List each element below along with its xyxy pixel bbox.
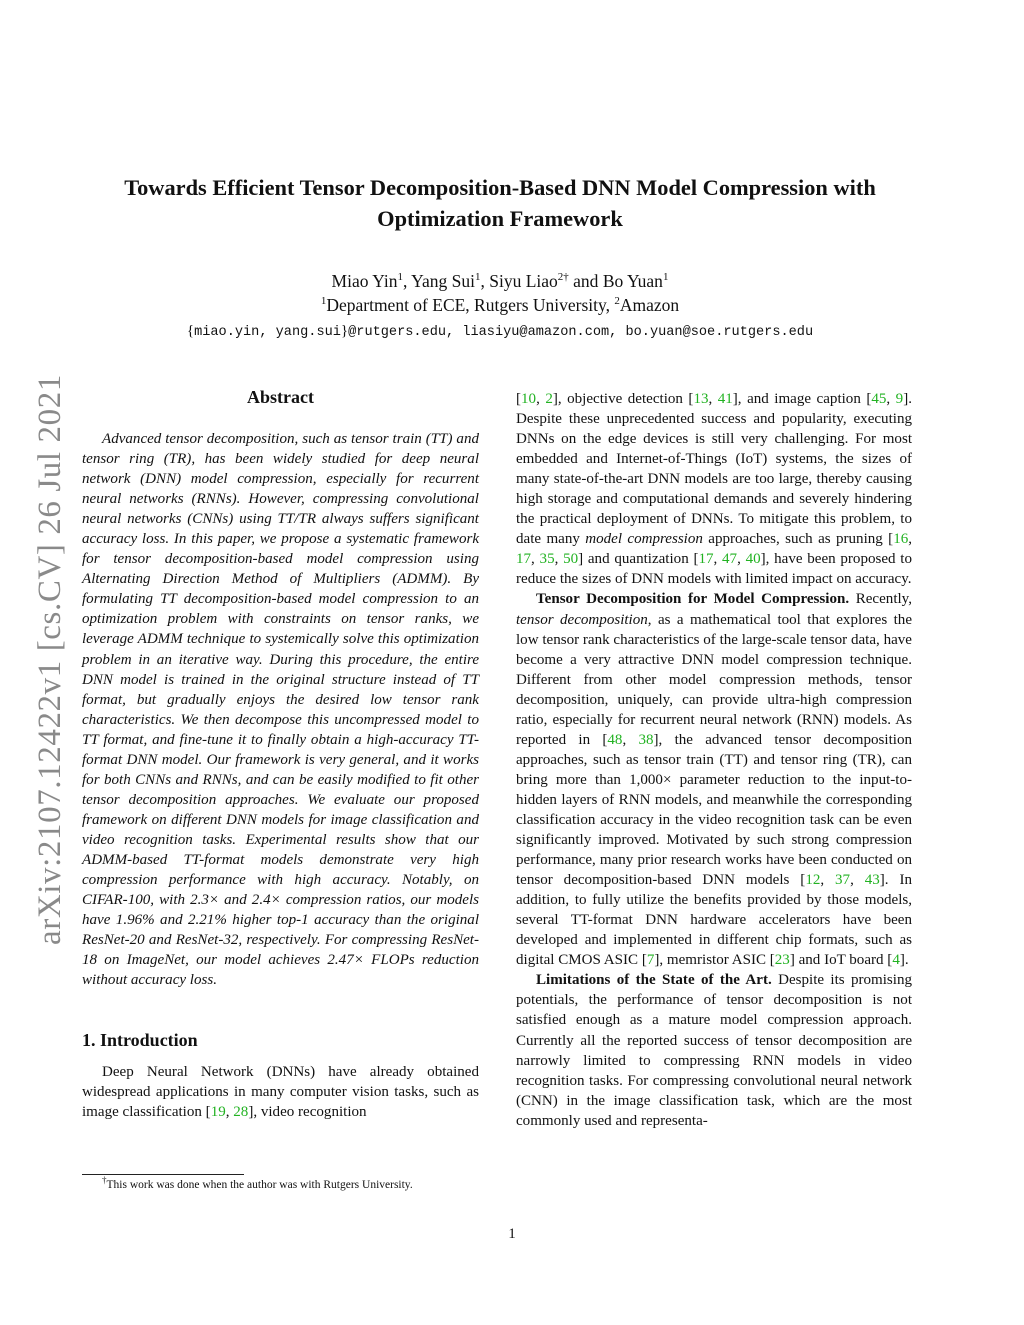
text-run: ], objective detection [	[552, 391, 694, 407]
emphasis-text: model compression	[585, 531, 703, 548]
citation-link[interactable]: 48	[607, 731, 623, 748]
text-run: ], memristor ASIC [	[654, 952, 775, 969]
text-run: ]. Despite these unprecedented success and popularity, executing DNNs on the edge devices is still very challenging. For most embedded and Internet-of-Things (IoT) systems, the sizes of many state-of-the-art DNN models are too large, thereby causing high storage and computational demands and severely hindering the practical deployment of DNNs. To mitigate this problem, to date many	[516, 391, 912, 548]
citation-link[interactable]: 17	[698, 551, 714, 568]
citation-link[interactable]: 40	[745, 551, 761, 568]
abstract-text: Advanced tensor decomposition, such as tensor train (TT) and tensor ring (TR), has been widely studied for deep neural network (DNN) model compression, especially for recurrent neural networks (RNNs). However, compressing convolutional neural networks (CNNs) using TT/TR always suffers significant accuracy loss. In this paper, we propose a systematic framework for tensor decomposition-based model compression using Alternating Direction Method of Multipliers (ADMM). By formulating TT decomposition-based model compression to an optimization problem with constraints on tensor ranks, we leverage ADMM technique to systemically solve this optimization problem in an iterative way. During this procedure, the entire DNN model is trained in the original structure instead of TT format, but gradually enjoys the desired low tensor rank characteristics. We then decompose this uncompressed model to TT format, and fine-tune it to finally obtain a high-accuracy TT-format DNN model. Our framework is very general, and it works for both CNNs and RNNs, and can be easily modified to fit other tensor decomposition approaches. We evaluate our proposed framework on different DNN models for image classification and video recognition tasks. Experimental results show that our ADMM-based TT-format models demonstrate very high compression performance with high accuracy. Notably, on CIFAR-100, with 2.3× and 2.4× compression ratios, our models have 1.96% and 2.21% higher top-1 accuracy than the original ResNet-20 and ResNet-32, respectively. For compressing ResNet-18 on ImageNet, our model achieves 2.47× FLOPs reduction without accuracy loss.	[82, 431, 479, 989]
author-name: Miao Yin	[331, 271, 398, 291]
footnote-text: This work was done when the author was with Rutgers University.	[106, 1179, 413, 1191]
page-number: 1	[508, 1226, 516, 1242]
text-run: ,	[713, 551, 723, 568]
title-line-1: Towards Efficient Tensor Decomposition-Based DNN Model Compression with	[124, 175, 876, 200]
author-list	[60, 269, 940, 293]
author-affiliation-mark: 1	[474, 271, 481, 284]
author-name: Bo Yuan	[602, 271, 663, 291]
text-run: Deep Neural Network (DNNs) have already obtained widespread applications in many computer vision tasks, such as image classification [	[82, 1064, 479, 1121]
text-run: Despite its promising potentials, the performance of tensor decomposition is not satisfied enough as a mature model compression approach. Currently all the reported success of tensor decomposition are narrowly limited to compressing RNN models in video recognition tasks. For compressing convolutional neural network (CNN) in the image classification task, which are the most commonly used and representa-	[516, 972, 912, 1129]
text-run: ], the advanced tensor decomposition approaches, such as tensor train (TT) and tensor ring (TR), can bring more than 1,000× parameter reduction to the input-to-hidden layers of RNN models, and meanwhile the corresponding classification accuracy in the video recognition task can be even significantly improved. Motivated by such strong compression performance, many prior research works have been conducted on tensor decomposition-based DNN models [	[516, 731, 912, 889]
citation-link[interactable]: 47	[722, 551, 738, 568]
affiliation-mark: 1	[320, 295, 327, 308]
text-run: ], video recognition	[248, 1104, 367, 1121]
text-run: ,	[622, 731, 639, 748]
citation-link[interactable]: 4	[892, 952, 900, 969]
citation-link[interactable]: 50	[563, 551, 579, 568]
author-affiliation-mark: 2†	[557, 271, 569, 284]
right-column	[516, 389, 912, 1131]
arxiv-identifier: arXiv:2107.12422v1 [cs.CV] 26 Jul 2021	[32, 374, 68, 945]
citation-link[interactable]: 43	[864, 872, 880, 889]
citation-link[interactable]: 16	[893, 531, 909, 548]
citation-link[interactable]: 10	[521, 391, 537, 407]
affiliation-name: Amazon	[619, 295, 680, 315]
paragraph-limitations	[516, 970, 912, 1130]
email-brace-close: }	[340, 323, 349, 339]
text-run: ].	[899, 952, 909, 969]
text-run: ]. In addition, to fully utilize the benefits provided by those models, several TT-format DNN hardware accelerators have been developed and implemented in different chip formats, such as digital CMOS ASIC [	[516, 872, 913, 969]
intro-paragraph	[82, 1062, 479, 1122]
text-run: ,	[886, 391, 896, 407]
text-run: ] and IoT board [	[789, 952, 893, 969]
citation-link[interactable]: 35	[539, 551, 555, 568]
text-run: [	[516, 391, 522, 407]
citation-link[interactable]: 45	[871, 391, 887, 407]
citation-link[interactable]: 38	[638, 731, 654, 748]
text-run: ,	[908, 531, 912, 548]
author-emails	[60, 321, 940, 343]
text-run: ,	[708, 391, 718, 407]
citation-link[interactable]: 13	[693, 391, 709, 407]
citation-link[interactable]: 2	[545, 391, 553, 407]
footnote-mark: †	[102, 1175, 107, 1186]
text-run: ,	[850, 872, 865, 889]
section-heading-introduction: 1. Introduction	[82, 1030, 198, 1051]
citation-link[interactable]: 12	[805, 872, 821, 889]
author-affiliation-mark: 1	[662, 271, 669, 284]
author-affiliation-mark: 1	[397, 271, 403, 284]
author-separator: ,	[480, 271, 490, 291]
text-run: ], have been proposed to reduce the sizes of DNN models with limited impact on accuracy.	[516, 551, 912, 588]
text-run: ,	[531, 551, 540, 568]
title-line-2: Optimization Framework	[377, 206, 623, 231]
author-separator: and	[568, 271, 603, 291]
paper-title	[60, 172, 940, 234]
email-brace-open: {	[186, 323, 195, 339]
affiliations	[60, 293, 940, 317]
email-list[interactable]: @rutgers.edu, liasiyu@amazon.com, bo.yuan@soe.rutgers.edu	[348, 325, 814, 340]
citation-link[interactable]: 17	[516, 551, 532, 568]
text-run: ,	[225, 1104, 234, 1121]
text-run: ,	[536, 391, 546, 407]
text-run: ,	[820, 872, 836, 889]
citation-link[interactable]: 9	[895, 391, 904, 407]
emphasis-text: tensor decomposition	[516, 611, 648, 628]
text-run: ,	[737, 551, 746, 568]
text-run: ,	[554, 551, 564, 568]
text-run: , as a mathematical tool that explores the low tensor rank characteristics of the large-scale tensor data, have become a very attractive DNN model compression technique. Different from other model compression methods, tensor decomposition, uniquely, can provide ultra-high compression ratio, especially for recurrent neural network (RNN) models. As reported in [	[516, 611, 913, 748]
citation-link[interactable]: 19	[210, 1104, 226, 1121]
author-separator: ,	[403, 271, 412, 291]
paragraph-tensor-decomposition	[516, 589, 912, 970]
intro-paragraph-continued	[516, 389, 912, 589]
left-column	[82, 385, 479, 1122]
citation-link[interactable]: 28	[233, 1104, 249, 1121]
affiliation-mark: 2	[614, 295, 620, 308]
email-group[interactable]: miao.yin, yang.sui	[194, 325, 341, 340]
citation-link[interactable]: 41	[717, 391, 733, 407]
citation-link[interactable]: 23	[774, 952, 790, 969]
text-run: ] and quantization [	[578, 551, 699, 568]
abstract-heading: Abstract	[247, 387, 314, 407]
text-run: Recently,	[849, 591, 912, 608]
text-run: approaches, such as pruning [	[702, 531, 894, 548]
citation-link[interactable]: 37	[835, 872, 851, 889]
paragraph-heading: Limitations of the State of the Art.	[536, 972, 772, 989]
author-name: Yang Sui	[411, 271, 475, 291]
author-name: Siyu Liao	[489, 271, 558, 291]
affiliation-name: Department of ECE, Rutgers University,	[326, 295, 615, 315]
paragraph-heading: Tensor Decomposition for Model Compression.	[536, 591, 850, 608]
citation-link[interactable]: 7	[646, 952, 655, 969]
text-run: ], and image caption [	[732, 391, 872, 407]
footnote	[82, 1175, 479, 1193]
